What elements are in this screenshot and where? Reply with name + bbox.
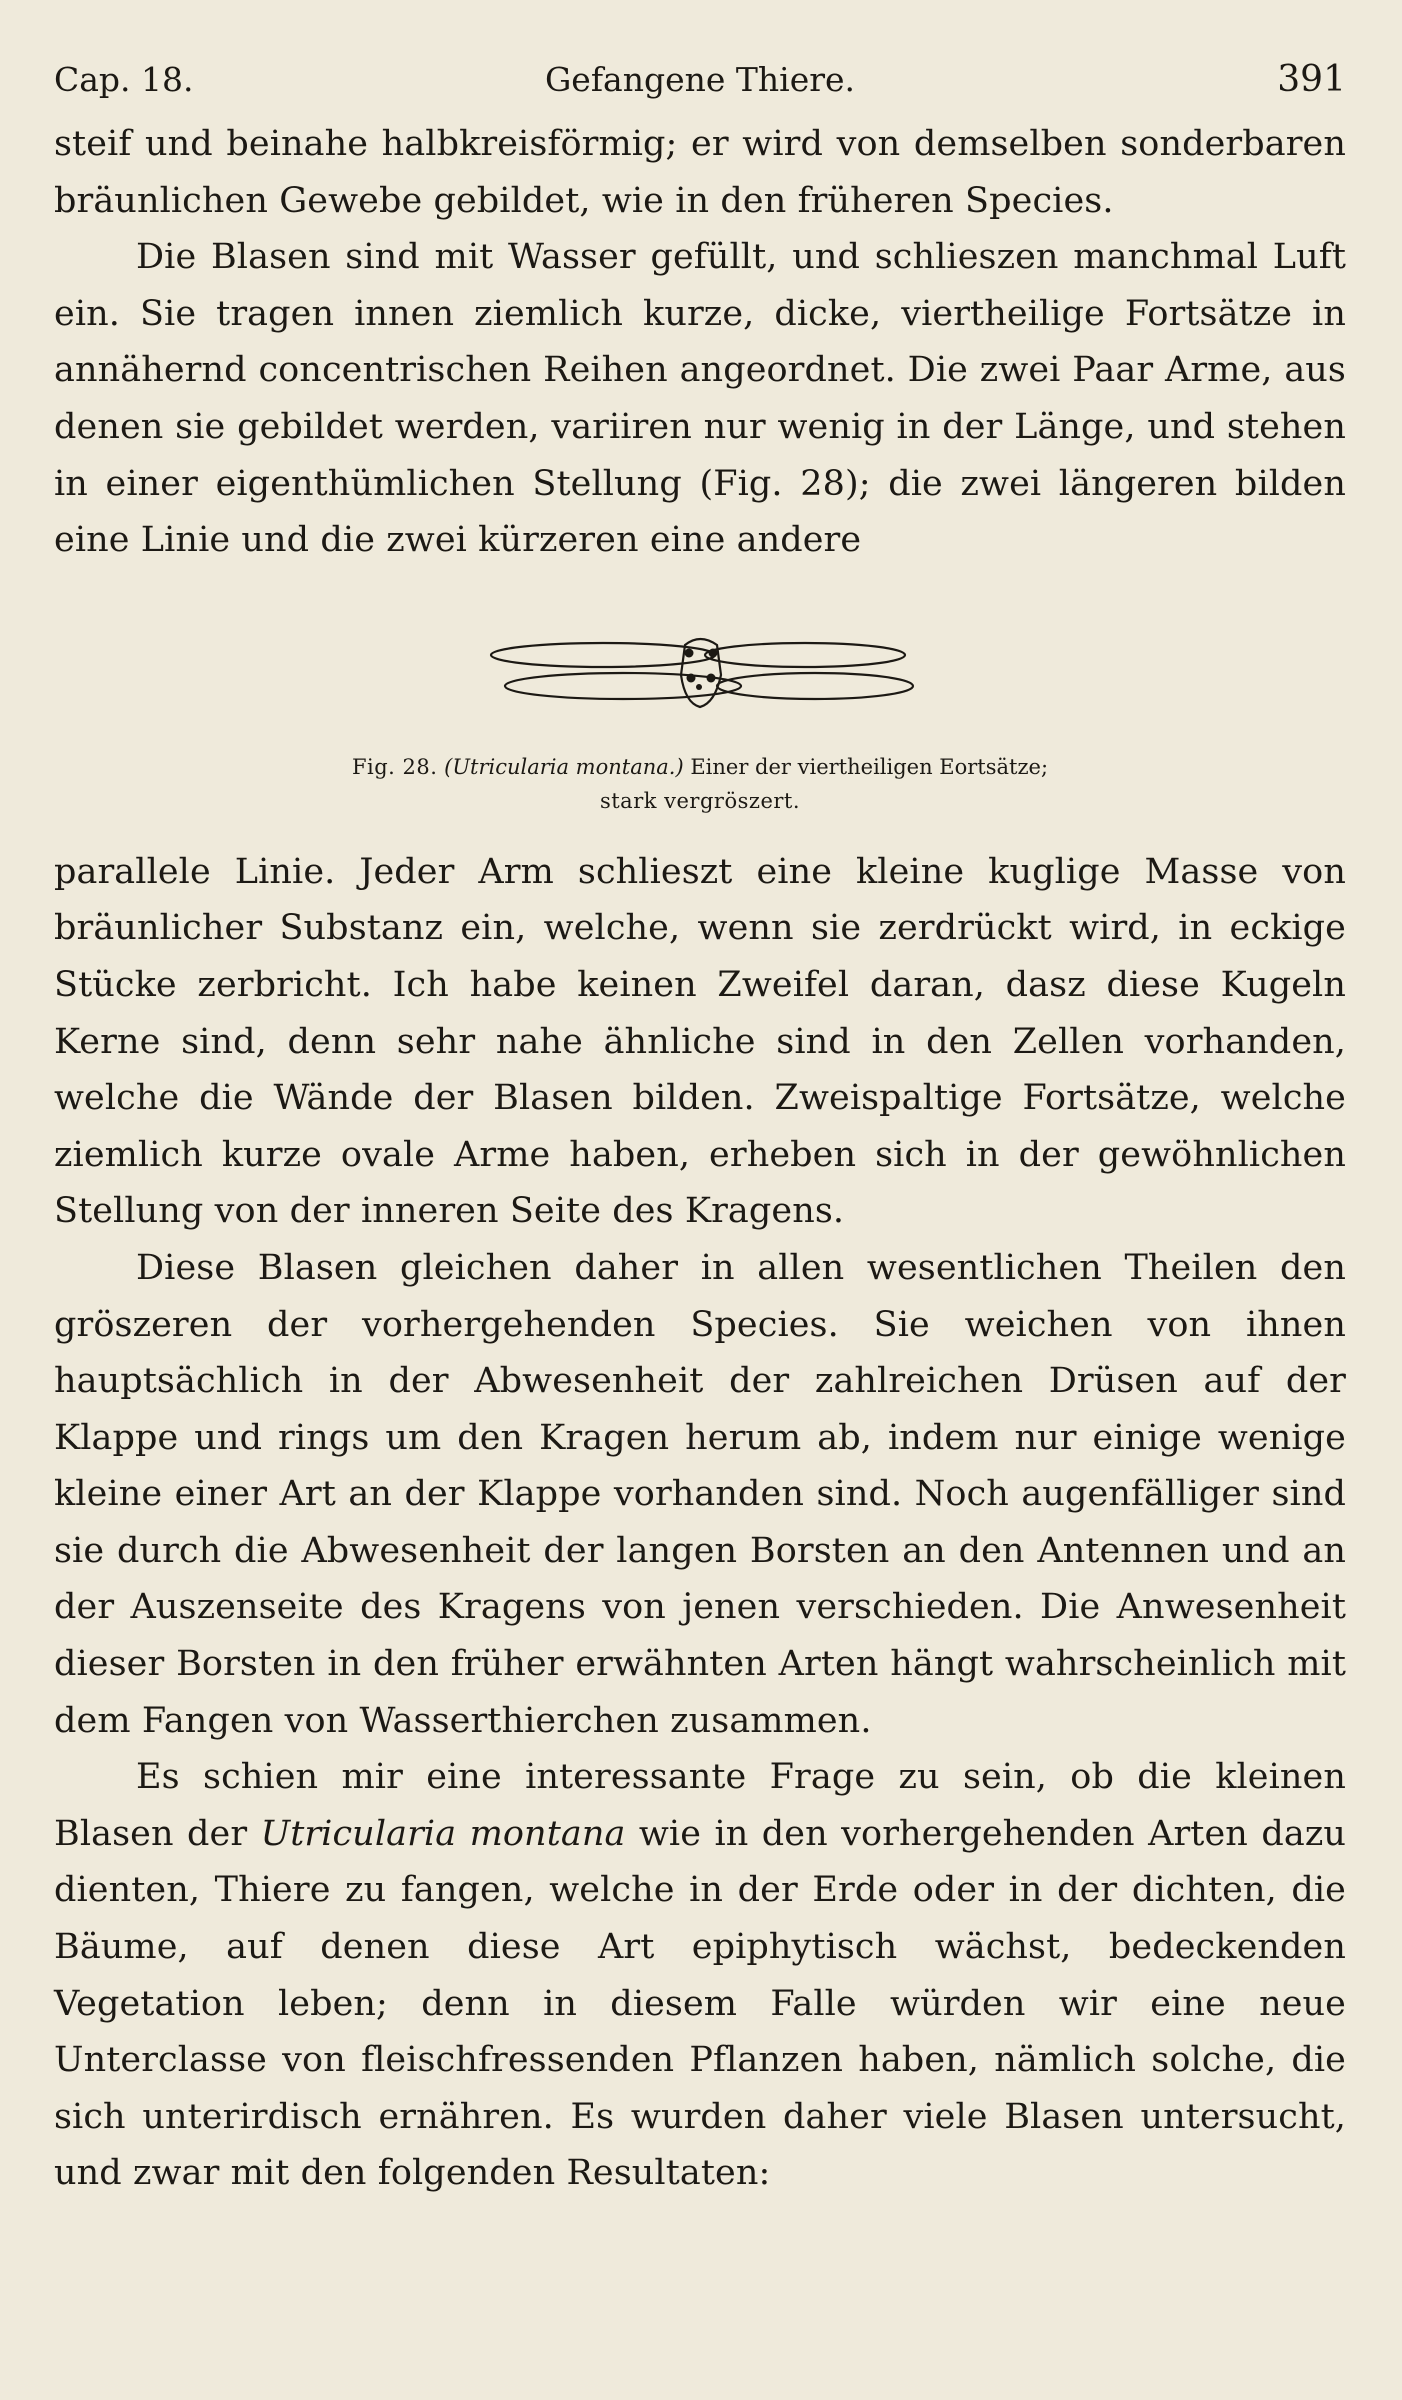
paragraph-5-part-b: wie in den vorhergehenden Arten dazu dienten, Thiere zu fangen, welche in der Erde oder in der dichten, die Bäume, auf denen diese Art epiphytisch wächst, bedeckenden Vegetation leben; denn in diesem Falle würden wir eine neue Unterclasse von fleischfressenden Pflanzen haben, nämlich solche, die sich unterirdisch ernähren. Es wurden daher viele Blasen untersucht, und zwar mit den folgenden Resultaten:	[54, 1813, 1346, 2194]
arm-upper-left	[491, 643, 715, 667]
paragraph-5	[54, 1749, 1346, 2202]
arm-upper-right	[705, 643, 905, 667]
text-block-lower	[54, 844, 1346, 2202]
figure-species: (Utricularia montana.)	[444, 754, 684, 779]
figure-28	[54, 623, 1346, 818]
running-title: Gefangene Thiere.	[544, 60, 856, 99]
figure-label: Fig. 28.	[351, 754, 438, 779]
figure-caption-line-2: stark vergröszert.	[599, 788, 801, 813]
paragraph-4: Diese Blasen gleichen daher in allen wesentlichen Theilen den gröszeren der vorhergehenden Species. Sie weichen von ihnen hauptsächlich in der Abwesenheit der zahlreichen Drüsen auf der Klappe und rings um den Kragen herum ab, indem nur einige wenige kleine einer Art an der Klappe vorhanden sind. Noch augenfälliger sind sie durch die Abwesenheit der langen Borsten an den Antennen und an der Auszenseite des Kragens von jenen verschieden. Die Anwesenheit dieser Borsten in den früher erwähnten Arten hängt wahrscheinlich mit dem Fangen von Wasserthierchen zusammen.	[54, 1247, 1346, 1741]
chapter-label: Cap. 18.	[54, 60, 194, 99]
nucleus-2	[709, 648, 718, 657]
running-header	[54, 52, 1346, 108]
nucleus-4	[707, 673, 716, 682]
nucleus-1	[685, 648, 694, 657]
paragraph-3: parallele Linie. Jeder Arm schlieszt eine kleine kuglige Masse von bräunlicher Substanz ein, welche, wenn sie zerdrückt wird, in eckige Stücke zerbricht. Ich habe keinen Zweifel daran, dasz diese Kugeln Kerne sind, denn sehr nahe ähnliche sind in den Zellen vorhanden, welche die Wände der Blasen bilden. Zweispaltige Fortsätze, welche ziemlich kurze ovale Arme haben, erheben sich in der gewöhnlichen Stellung von der inneren Seite des Kragens.	[54, 851, 1346, 1232]
page-number: 391	[1277, 59, 1346, 100]
paragraph-5-species: Utricularia montana	[260, 1813, 626, 1854]
arm-lower-left	[505, 673, 741, 699]
figure-caption-text: Einer der viertheiligen Eortsätze;	[690, 754, 1049, 779]
paragraph-1: steif und beinahe halbkreisförmig; er wird von demselben sonderbaren bräunlichen Gewebe gebildet, wie in den früheren Species.	[54, 124, 1346, 221]
arm-lower-right	[717, 673, 913, 699]
text-block-upper	[54, 116, 1346, 569]
paragraph-5-part-a: Es schien mir eine interessante Frage zu sein, ob die kleinen Blasen der	[54, 1757, 1346, 1854]
figure-caption	[54, 750, 1346, 818]
nucleus-3	[687, 673, 696, 682]
paragraph-2: Die Blasen sind mit Wasser gefüllt, und schlieszen manchmal Luft ein. Sie tragen innen ziemlich kurze, dicke, viertheilige Fortsätze in annähernd concentrischen Reihen angeordnet. Die zwei Paar Arme, aus denen sie gebildet werden, variiren nur wenig in der Länge, und stehen in einer eigenthümlichen Stellung (Fig. 28); die zwei längeren bilden eine Linie und die zwei kürzeren eine andere	[54, 237, 1346, 561]
quadrifid-process-illustration	[485, 623, 915, 718]
nucleus-5	[696, 684, 702, 690]
